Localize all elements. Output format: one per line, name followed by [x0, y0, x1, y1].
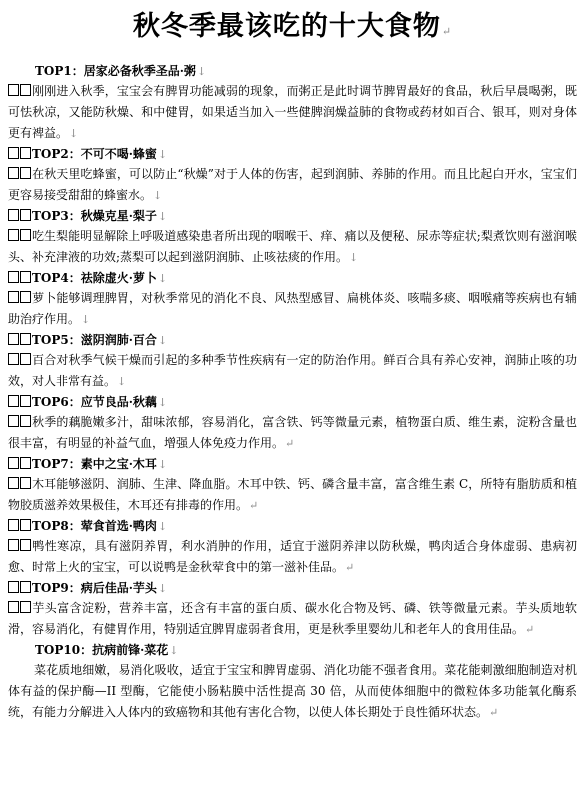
item-heading: TOP9：病后佳品·芋头↓: [8, 578, 577, 598]
item-heading: TOP6：应节良品·秋藕↓: [8, 392, 577, 412]
placeholder-box-icon: [20, 291, 31, 303]
line-break-mark-icon: ↓: [81, 313, 91, 326]
list-item-top4: [8, 268, 577, 330]
placeholder-box-icon: [20, 167, 31, 179]
paragraph-mark-icon: ↵: [345, 561, 355, 574]
placeholder-box-icon: [20, 333, 31, 345]
placeholder-box-icon: [8, 353, 19, 365]
paragraph-mark-icon: ↵: [441, 25, 453, 38]
item-text: 菜花质地细嫩，易消化吸收，适宜于宝宝和脾胃虚弱、消化功能不强者食用。菜花能刺激细胞制造对机体有益的保护酶—II 型酶，它能使小肠粘膜中活性提高 30 倍，从而使体细胞中的微粒体多功能氧化酶系统，有能力分解进入人体内的致癌物和其他有害化合物，以使人体长期处于良性循环状态。↵: [8, 663, 577, 719]
line-break-mark-icon: ↓: [117, 375, 127, 388]
placeholder-box-icon: [8, 477, 19, 489]
placeholder-box-icon: [20, 209, 31, 221]
placeholder-box-icon: [8, 415, 19, 427]
paragraph-mark-icon: ↵: [525, 623, 535, 636]
line-break-mark-icon: ↓: [349, 251, 359, 264]
line-break-mark-icon: ↓: [157, 520, 168, 533]
paragraph-mark-icon: ↵: [249, 499, 259, 512]
item-text: 刚刚进入秋季，宝宝会有脾胃功能减弱的现象，而粥正是此时调节脾胃最好的食品，秋后早晨喝粥，既可怯秋凉，又能防秋燥、和中健胃，如果适当加入一些健脾润燥益肺的食物或药材如百合、银耳，则对身体更有裨益。↓: [8, 84, 577, 140]
paragraph-mark-icon: ↵: [489, 706, 499, 719]
line-break-mark-icon: ↓: [69, 127, 79, 140]
list-item-top2: [8, 144, 577, 206]
placeholder-box-icon: [20, 395, 31, 407]
placeholder-box-icon: [8, 581, 19, 593]
document-title: 秋冬季最该吃的十大食物↵: [132, 11, 453, 42]
list-item-top6: [8, 392, 577, 454]
item-heading: TOP2：不可不喝·蜂蜜↓: [8, 144, 577, 164]
item-heading: TOP8：荤食首选·鸭肉↓: [8, 516, 577, 536]
placeholder-box-icon: [20, 271, 31, 283]
line-break-mark-icon: ↓: [169, 644, 179, 657]
list-item-top5: [8, 330, 577, 392]
placeholder-box-icon: [8, 291, 19, 303]
line-break-mark-icon: ↓: [153, 189, 163, 202]
placeholder-box-icon: [20, 581, 31, 593]
placeholder-box-icon: [20, 147, 31, 159]
line-break-mark-icon: ↓: [157, 272, 168, 285]
item-text: 在秋天里吃蜂蜜，可以防止“秋燥”对于人体的伤害，起到润肺、养肺的作用。而且比起白开水，宝宝们更容易接受甜甜的蜂蜜水。↓: [8, 167, 577, 202]
placeholder-box-icon: [8, 271, 19, 283]
placeholder-box-icon: [20, 229, 31, 241]
item-text: 芋头富含淀粉，营养丰富，还含有丰富的蛋白质、碳水化合物及钙、磷、铁等微量元素。芋头质地软滑，容易消化，有健胃作用，特别适宜脾胃虚弱者食用，更是秋季里婴幼儿和老年人的食用佳品。↵: [8, 601, 577, 636]
placeholder-box-icon: [8, 333, 19, 345]
line-break-mark-icon: ↓: [157, 458, 168, 471]
line-break-mark-icon: ↓: [157, 210, 168, 223]
placeholder-box-icon: [8, 147, 19, 159]
item-text: 萝卜能够调理脾胃，对秋季常见的消化不良、风热型感冒、扁桃体炎、咳喘多痰、咽喉痛等疾病也有辅助治疗作用。↓: [8, 291, 577, 326]
item-text: 吃生梨能明显解除上呼吸道感染患者所出现的咽喉干、痒、痛以及便秘、尿赤等症状;梨煮饮则有滋润喉头、补充津液的功效;蒸梨可以起到滋阴润肺、止咳祛痰的作用。↓: [8, 229, 577, 264]
item-heading: TOP10：抗病前锋·菜花↓: [35, 643, 179, 657]
item-heading: TOP4：祛除虚火·萝卜↓: [8, 268, 577, 288]
placeholder-box-icon: [8, 84, 19, 96]
placeholder-box-icon: [20, 84, 31, 96]
placeholder-box-icon: [8, 601, 19, 613]
item-heading: TOP5：滋阴润肺·百合↓: [8, 330, 577, 350]
placeholder-box-icon: [8, 457, 19, 469]
placeholder-box-icon: [20, 457, 31, 469]
placeholder-box-icon: [20, 477, 31, 489]
item-text: 木耳能够滋阴、润肺、生津、降血脂。木耳中铁、钙、磷含量丰富，富含维生素 C，所特有脂肪质和植物胶质滋养效果极佳，木耳还有排毒的作用。↵: [8, 477, 577, 512]
list-item-top3: [8, 206, 577, 268]
item-heading: TOP3：秋燥克星·梨子↓: [8, 206, 577, 226]
line-break-mark-icon: ↓: [157, 148, 168, 161]
line-break-mark-icon: ↓: [157, 582, 168, 595]
placeholder-box-icon: [8, 229, 19, 241]
line-break-mark-icon: ↓: [157, 334, 168, 347]
placeholder-box-icon: [8, 395, 19, 407]
list-item-top1: [8, 61, 577, 144]
item-text: 秋季的藕脆嫩多汁，甜味浓郁，容易消化，富含铁、钙等微量元素，植物蛋白质、维生素，淀粉含量也很丰富，有明显的补益气血，增强人体免疫力作用。↵: [8, 415, 577, 450]
item-heading: TOP1：居家必备秋季圣品·粥↓: [35, 64, 207, 78]
list-item-top8: [8, 516, 577, 578]
placeholder-box-icon: [20, 539, 31, 551]
placeholder-box-icon: [20, 415, 31, 427]
placeholder-box-icon: [8, 167, 19, 179]
item-text: 鸭性寒凉，具有滋阴养胃，利水消肿的作用，适宜于滋阴养津以防秋燥，鸭肉适合身体虚弱、患病初愈、时常上火的宝宝，可以说鸭是金秋荤食中的第一滋补佳品。↵: [8, 539, 577, 574]
placeholder-box-icon: [20, 353, 31, 365]
placeholder-box-icon: [20, 601, 31, 613]
list-item-top7: [8, 454, 577, 516]
item-text: 百合对秋季气候干燥而引起的多种季节性疾病有一定的防治作用。鲜百合具有养心安神，润肺止咳的功效，对人非常有益。↓: [8, 353, 577, 388]
paragraph-mark-icon: ↵: [285, 437, 295, 450]
line-break-mark-icon: ↓: [157, 396, 168, 409]
placeholder-box-icon: [8, 209, 19, 221]
placeholder-box-icon: [8, 539, 19, 551]
placeholder-box-icon: [8, 519, 19, 531]
list-item-top9: [8, 578, 577, 640]
list-item-top10: [8, 640, 577, 723]
placeholder-box-icon: [20, 519, 31, 531]
line-break-mark-icon: ↓: [196, 65, 207, 78]
item-heading: TOP7：素中之宝·木耳↓: [8, 454, 577, 474]
